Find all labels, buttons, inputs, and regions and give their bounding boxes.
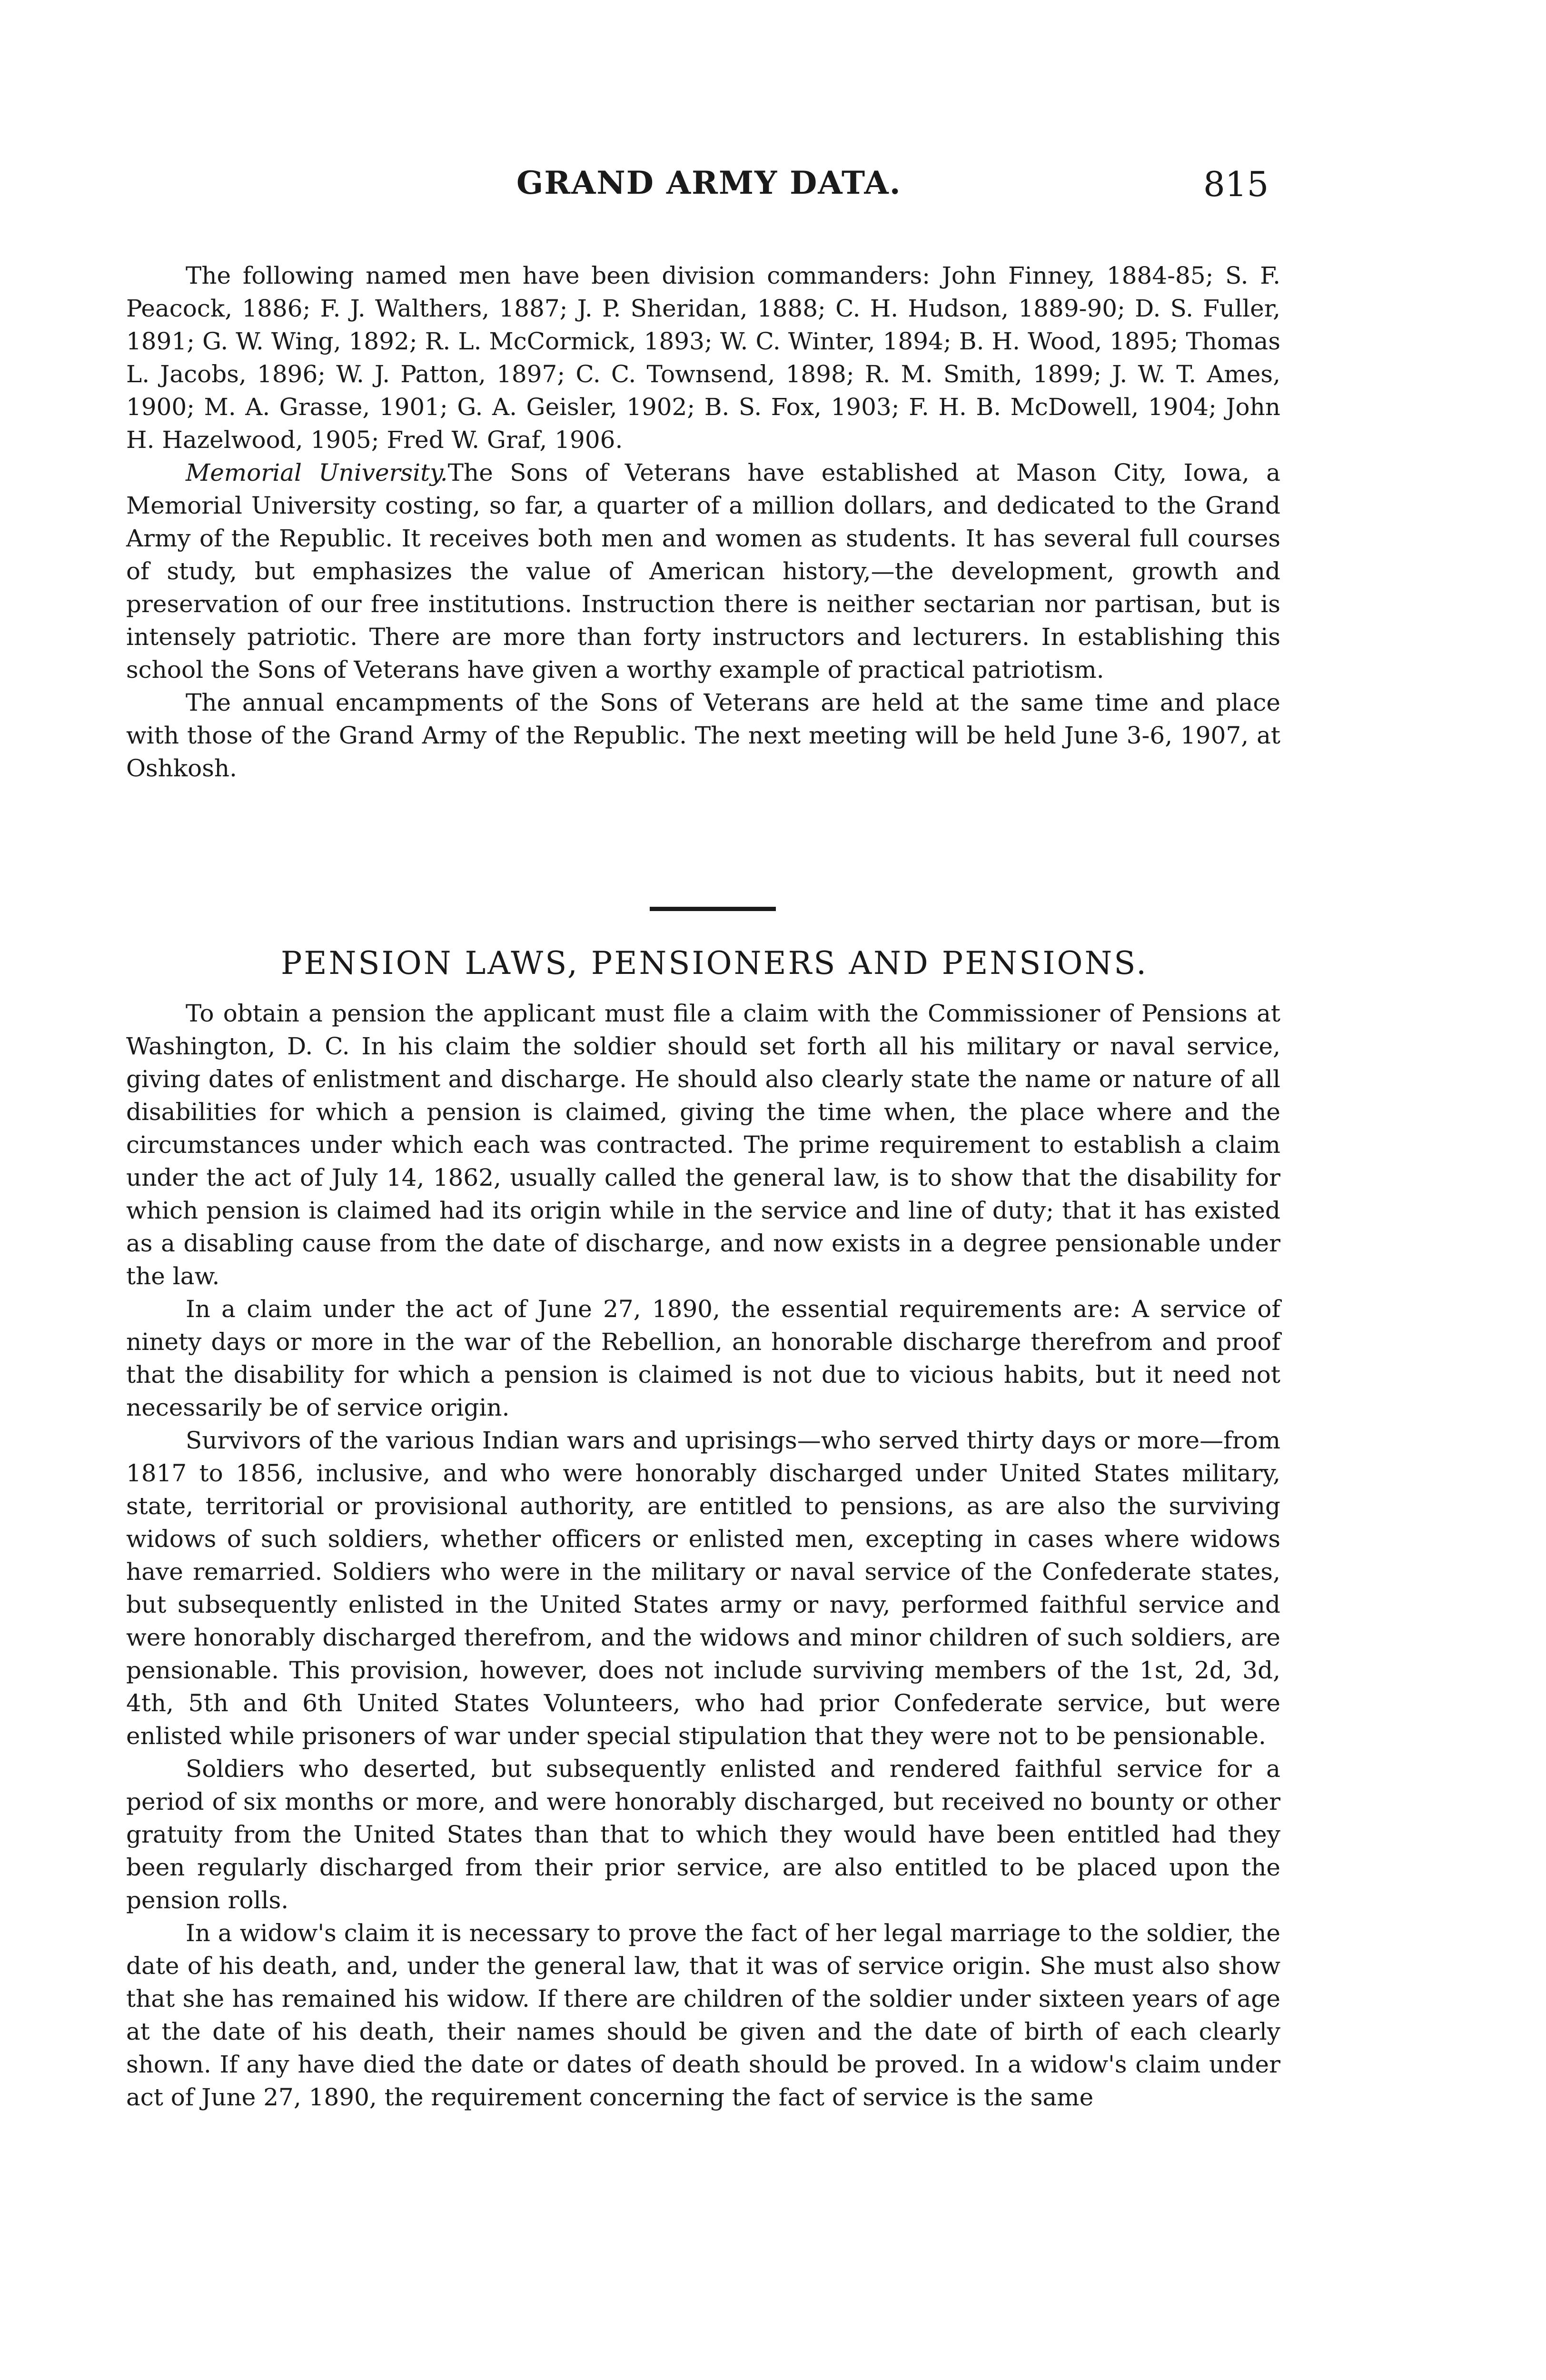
running-head: GRAND ARMY DATA. [516,164,902,201]
paragraph-act-1890: In a claim under the act of June 27, 1890, the essential requirements are: A service of ninety days or more in the war of the Rebellion, an honorable discharge therefrom and proof that the disability for which a pension is claimed is not due to vicious habits, but it need not necessarily be of service origin. [126,1295,1280,1421]
paragraph-widow-claim: In a widow's claim it is necessary to prove the fact of her legal marriage to the soldier, the date of his death, and, under the general law, that it was of service origin. She must also show that she has remained his widow. If there are children of the soldier under sixteen years of age at the date of his death, their names should be given and the date of birth of each clearly shown. If any have died the date or dates of death should be proved. In a widow's claim under act of June 27, 1890, the requirement concerning the fact of service is the same [126,1919,1280,2111]
section-divider [650,907,776,911]
memorial-university-text: The Sons of Veterans have established at Mason City, Iowa, a Memorial University costing, so far, a quarter of a million dollars, and dedicated to the Grand Army of the Republic. It receives both men and women as students. It has several full courses of study, but emphasizes the value of American history,—the development, growth and preservation of our free institutions. Instruction there is neither sectarian nor partisan, but is intensely patriotic. There are more than forty instructors and lecturers. In establishing this school the Sons of Veterans have given a worthy example of practical patriotism. [126,459,1281,684]
page-number: 815 [1203,164,1269,204]
division-commanders-section [126,259,1280,785]
paragraph-obtain-pension: To obtain a pension the applicant must file a claim with the Commissioner of Pensions at Washington, D. C. In his claim the soldier should set forth all his military or naval service, giving dates of enlistment and discharge. He should also clearly state the name or nature of all disabilities for which a pension is claimed, giving the time when, the place where and the circumstances under which each was contracted. The prime requirement to establish a claim under the act of July 14, 1862, usually called the general law, is to show that the disability for which pension is claimed had its origin while in the service and line of duty; that it has existed as a disabling cause from the date of discharge, and now exists in a degree pensionable under the law. [126,1000,1280,1290]
paragraph-deserted-soldiers: Soldiers who deserted, but subsequently enlisted and rendered faithful service for a period of six months or more, and were honorably discharged, but received no bounty or other gratuity from the United States than that to which they would have been entitled had they been regularly discharged from their prior service, are also entitled to be placed upon the pension rolls. [126,1755,1280,1914]
pension-laws-section [126,997,1280,2114]
paragraph-indian-wars: Survivors of the various Indian wars and uprisings—who served thirty days or more—from 1817 to 1856, inclusive, and who were honorably discharged under United States military, state, territorial or provisional authority, are entitled to pensions, as are also the surviving widows of such soldiers, whether officers or enlisted men, excepting in cases where widows have remarried. Soldiers who were in the military or naval service of the Confederate states, but subsequently enlisted in the United States army or navy, performed faithful service and were honorably discharged therefrom, and the widows and minor children of such soldiers, are pensionable. This provision, however, does not include surviving members of the 1st, 2d, 3d, 4th, 5th and 6th United States Volunteers, who had prior Confederate service, but were enlisted while prisoners of war under special stipulation that they were not to be pensionable. [126,1427,1280,1750]
section-heading: PENSION LAWS, PENSIONERS AND PENSIONS. [281,945,1149,982]
memorial-university-lead: Memorial University. [186,459,448,486]
paragraph-annual-encampments: The annual encampments of the Sons of Veterans are held at the same time and place with those of the Grand Army of the Republic. The next meeting will be held June 3-6, 1907, at Oshkosh. [126,689,1280,782]
paragraph-memorial-university [126,456,1280,686]
paragraph-division-commanders: The following named men have been division commanders: John Finney, 1884-85; S. F. Peacock, 1886; F. J. Walthers, 1887; J. P. Sheridan, 1888; C. H. Hudson, 1889-90; D. S. Fuller, 1891; G. W. Wing, 1892; R. L. McCormick, 1893; W. C. Winter, 1894; B. H. Wood, 1895; Thomas L. Jacobs, 1896; W. J. Patton, 1897; C. C. Townsend, 1898; R. M. Smith, 1899; J. W. T. Ames, 1900; M. A. Grasse, 1901; G. A. Geisler, 1902; B. S. Fox, 1903; F. H. B. McDowell, 1904; John H. Hazelwood, 1905; Fred W. Graf, 1906. [126,262,1280,454]
